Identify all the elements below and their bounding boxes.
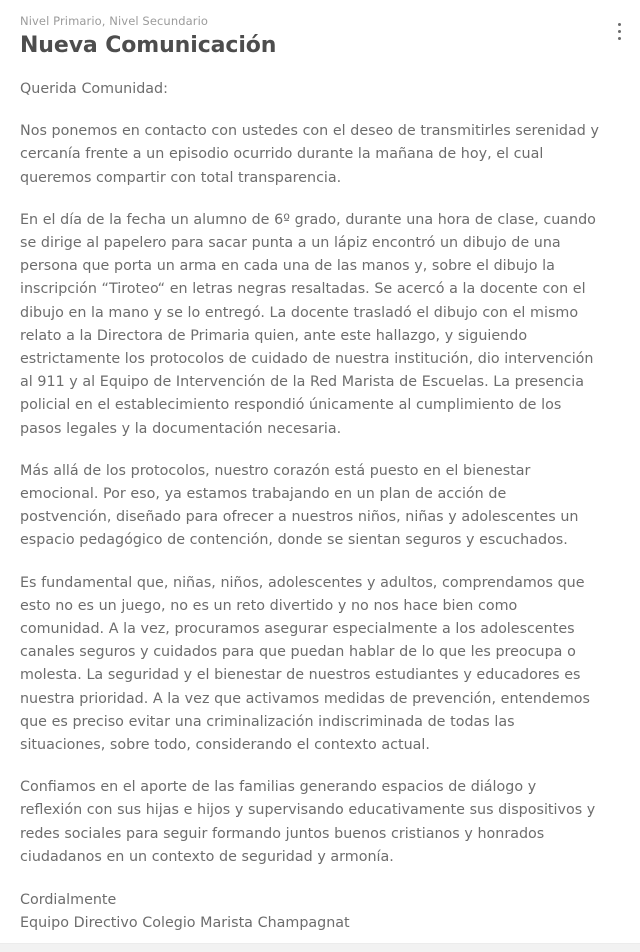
footer-divider bbox=[0, 943, 640, 952]
paragraph-5: Confiamos en el aporte de las familias generando espacios de diálogo y reflexión con sus hijas e hijos y supervisando educativamente sus dispositivos y redes sociales para seguir formando juntos buenos cristianos y honrados ciudadanos en un contexto de seguridad y armonía. bbox=[20, 779, 596, 865]
paragraph-1: Nos ponemos en contacto con ustedes con el deseo de transmitirles serenidad y cercanía frente a un episodio ocurrido durante la mañana de hoy, el cual queremos compartir con total transparencia. bbox=[20, 123, 599, 186]
kebab-dot-1 bbox=[618, 23, 621, 26]
kebab-dot-3 bbox=[618, 37, 621, 40]
paragraph-3: Más allá de los protocolos, nuestro corazón está puesto en el bienestar emocional. Por eso, ya estamos trabajando en un plan de acción de postvención, diseñado para ofrecer a nuestros niños, niñas y adolescentes un espacio pedagógico de contención, donde se sientan seguros y escuchados. bbox=[20, 462, 579, 549]
paragraph-2: En el día de la fecha un alumno de 6º grado, durante una hora de clase, cuando se dirige al papelero para sacar punta a un lápiz encontró un dibujo de una persona que porta un arma en cada una de las manos y, sobre el dibujo la inscripción “Tiroteo“ en letras negras resaltadas. Se acercó a la docente con el dibujo en la mano y se lo entregó. La docente trasladó el dibujo con el mismo relato a la Directora de Primaria quien, ante este hallazgo, y siguiendo estrictamente los protocolos de cuidado de nuestra institución, dio intervención al 911 y al Equipo de Intervención de la Red Marista de Escuelas. La presencia policial en el establecimiento respondió únicamente al cumplimiento de los pasos legales y la documentación necesaria. bbox=[20, 211, 596, 437]
card-header bbox=[20, 12, 600, 60]
message-body bbox=[20, 78, 600, 936]
kebab-dot-2 bbox=[618, 30, 621, 33]
signature-sender: Equipo Directivo Colegio Marista Champagnat bbox=[20, 915, 350, 932]
signature-closing: Cordialmente bbox=[20, 892, 117, 909]
page-title: Nueva Comunicación bbox=[20, 33, 277, 58]
audience-levels-label: Nivel Primario, Nivel Secundario bbox=[20, 14, 209, 28]
paragraph-4: Es fundamental que, niñas, niños, adolescentes y adultos, comprendamos que esto no es un juego, no es un reto divertido y no nos hace bien como comunidad. A la vez, procuramos asegurar especialmente a los adolescentes canales seguros y cuidados para que puedan hablar de lo que les preocupa o molesta. La seguridad y el bienestar de nuestros estudiantes y educadores es nuestra prioridad. A la vez que activamos medidas de prevención, entendemos que es preciso evitar una criminalización indiscriminada de todas las situaciones, sobre todo, considerando el contexto actual. bbox=[20, 574, 590, 754]
greeting-line: Querida Comunidad: bbox=[20, 81, 168, 97]
signature-block bbox=[20, 889, 600, 935]
kebab-menu-icon[interactable] bbox=[606, 16, 632, 46]
